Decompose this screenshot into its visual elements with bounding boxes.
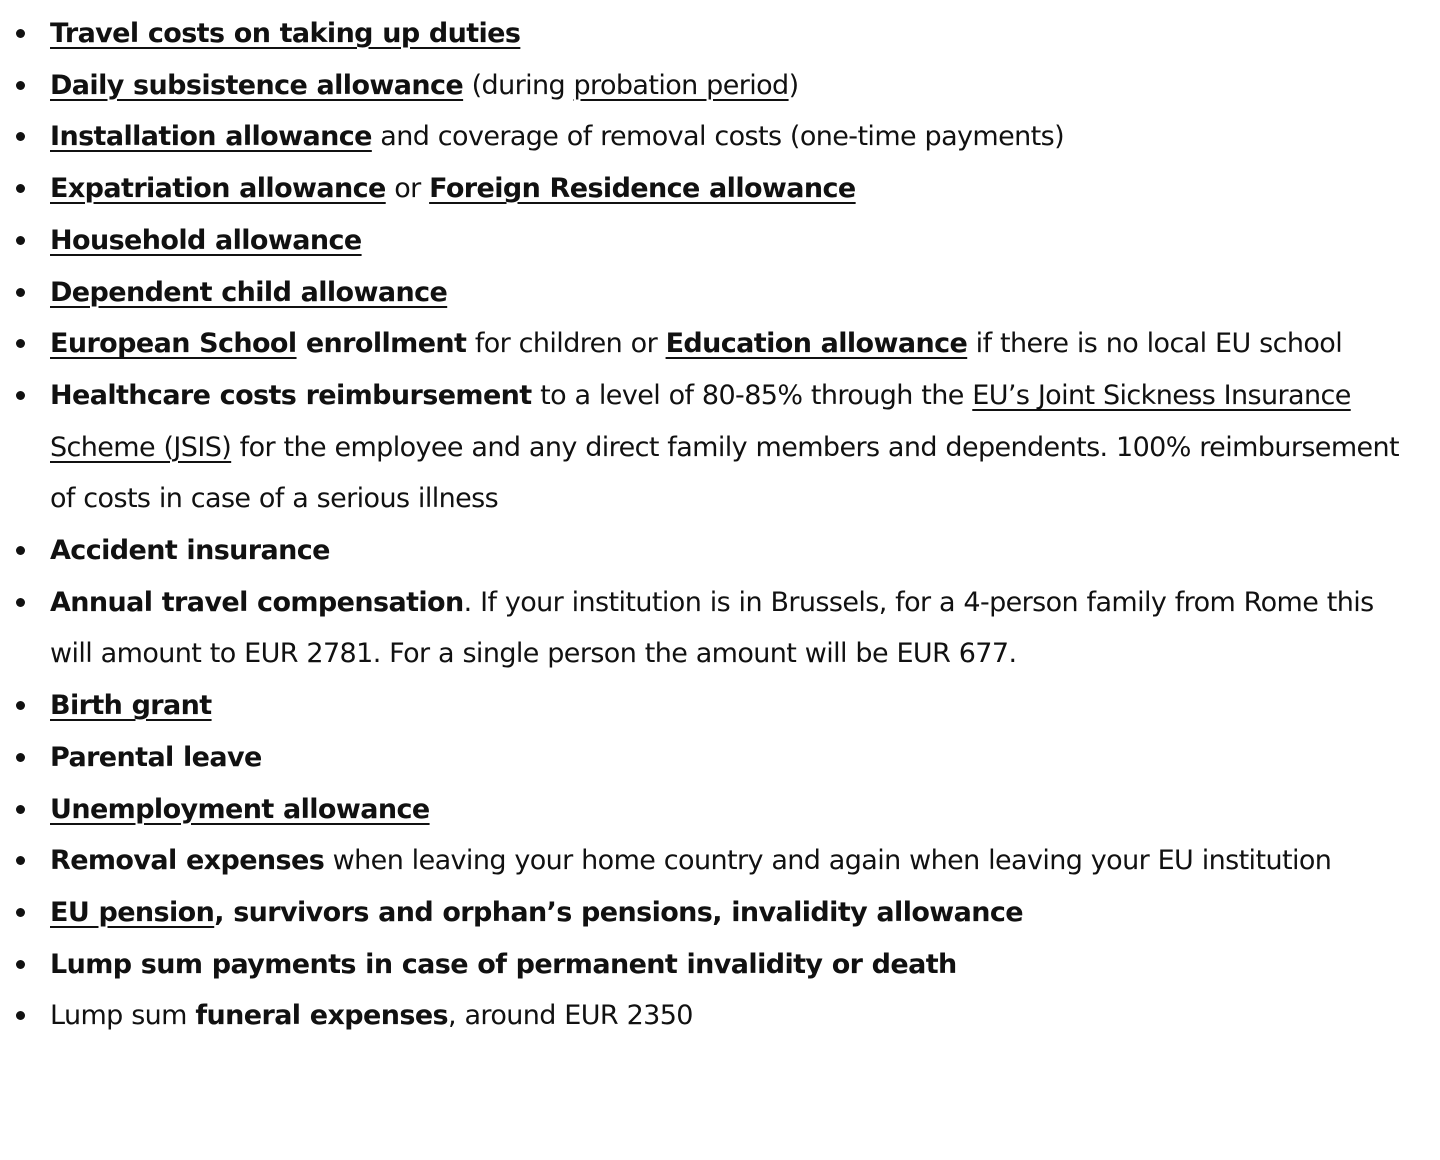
bullet-icon: [16, 236, 25, 245]
benefit-text: . If your institution is in Brussels, for a 4-person family from Rome this will amount to EUR 2781. For a single person the amount will be EUR 677.: [50, 586, 1374, 670]
benefit-link[interactable]: Unemployment allowance: [50, 793, 430, 825]
benefit-item: [0, 525, 1410, 577]
benefit-item: [0, 163, 1410, 215]
benefit-text: for children or: [466, 328, 666, 360]
benefit-link[interactable]: Education allowance: [665, 328, 968, 360]
benefit-link[interactable]: Daily subsistence allowance: [50, 69, 464, 101]
benefit-link[interactable]: Travel costs on taking up duties: [50, 18, 521, 49]
benefit-bold-text: Annual travel compensation: [50, 586, 464, 618]
benefit-item: [0, 887, 1410, 939]
bullet-icon: [16, 132, 25, 141]
benefit-item: [0, 835, 1410, 887]
benefit-item: [0, 215, 1410, 267]
benefit-item: [0, 267, 1410, 319]
bullet-icon: [16, 391, 25, 400]
benefit-link[interactable]: EU pension: [50, 896, 215, 928]
benefit-item: [0, 370, 1410, 525]
benefit-link[interactable]: Dependent child allowance: [50, 276, 448, 308]
benefit-text: to a level of 80-85% through the: [531, 379, 973, 411]
benefit-item: [0, 111, 1410, 163]
benefit-bold-text: Removal expenses: [50, 845, 325, 877]
benefit-link[interactable]: Foreign Residence allowance: [429, 173, 856, 205]
bullet-icon: [16, 339, 25, 348]
benefit-bold-text: funeral expenses: [195, 1000, 449, 1032]
benefit-bold-text: Parental leave: [50, 741, 262, 773]
benefit-item: [0, 577, 1410, 680]
benefit-item: [0, 939, 1410, 991]
benefit-text: if there is no local EU school: [967, 328, 1343, 360]
benefit-text: (during: [463, 69, 574, 101]
benefit-text: , around EUR 2350: [448, 1000, 693, 1032]
bullet-icon: [16, 288, 25, 297]
benefit-text: for the employee and any direct family members and dependents. 100% reimbursement of costs in case of a serious illness: [50, 431, 1400, 515]
benefit-bold-text: Lump sum payments in case of permanent invalidity or death: [50, 948, 957, 980]
benefit-bold-text: enrollment: [296, 328, 467, 360]
bullet-icon: [16, 546, 25, 555]
benefit-text: or: [385, 173, 430, 205]
bullet-icon: [16, 805, 25, 814]
benefit-item: [0, 8, 1410, 60]
benefit-item: [0, 60, 1410, 112]
benefit-link[interactable]: Household allowance: [50, 224, 362, 256]
bullet-icon: [16, 960, 25, 969]
bullet-icon: [16, 856, 25, 865]
benefit-item: [0, 680, 1410, 732]
bullet-icon: [16, 1011, 25, 1020]
benefit-item: [0, 990, 1410, 1042]
bullet-icon: [16, 184, 25, 193]
benefit-link[interactable]: Birth grant: [50, 690, 212, 722]
benefit-item: [0, 318, 1410, 370]
benefit-text: and coverage of removal costs (one-time payments): [371, 121, 1065, 153]
bullet-icon: [16, 598, 25, 607]
benefit-link[interactable]: European School: [50, 328, 297, 360]
benefit-item: [0, 784, 1410, 836]
benefit-link[interactable]: Expatriation allowance: [50, 173, 386, 205]
benefit-link[interactable]: probation period: [573, 69, 789, 101]
benefit-bold-text: , survivors and orphan’s pensions, invalidity allowance: [214, 896, 1024, 928]
benefit-text: when leaving your home country and again when leaving your EU institution: [324, 845, 1332, 877]
bullet-icon: [16, 701, 25, 710]
bullet-icon: [16, 908, 25, 917]
bullet-icon: [16, 81, 25, 90]
benefit-text: ): [788, 69, 799, 101]
benefit-bold-text: Accident insurance: [50, 535, 330, 567]
bullet-icon: [16, 29, 25, 38]
bullet-icon: [16, 753, 25, 762]
benefit-bold-text: Healthcare costs reimbursement: [50, 379, 532, 411]
benefit-link[interactable]: EU’s Joint Sickness Insurance Scheme (JSIS): [50, 379, 1351, 463]
benefit-link[interactable]: Installation allowance: [50, 121, 372, 153]
benefit-text: Lump sum: [50, 1000, 196, 1032]
benefit-item: [0, 732, 1410, 784]
